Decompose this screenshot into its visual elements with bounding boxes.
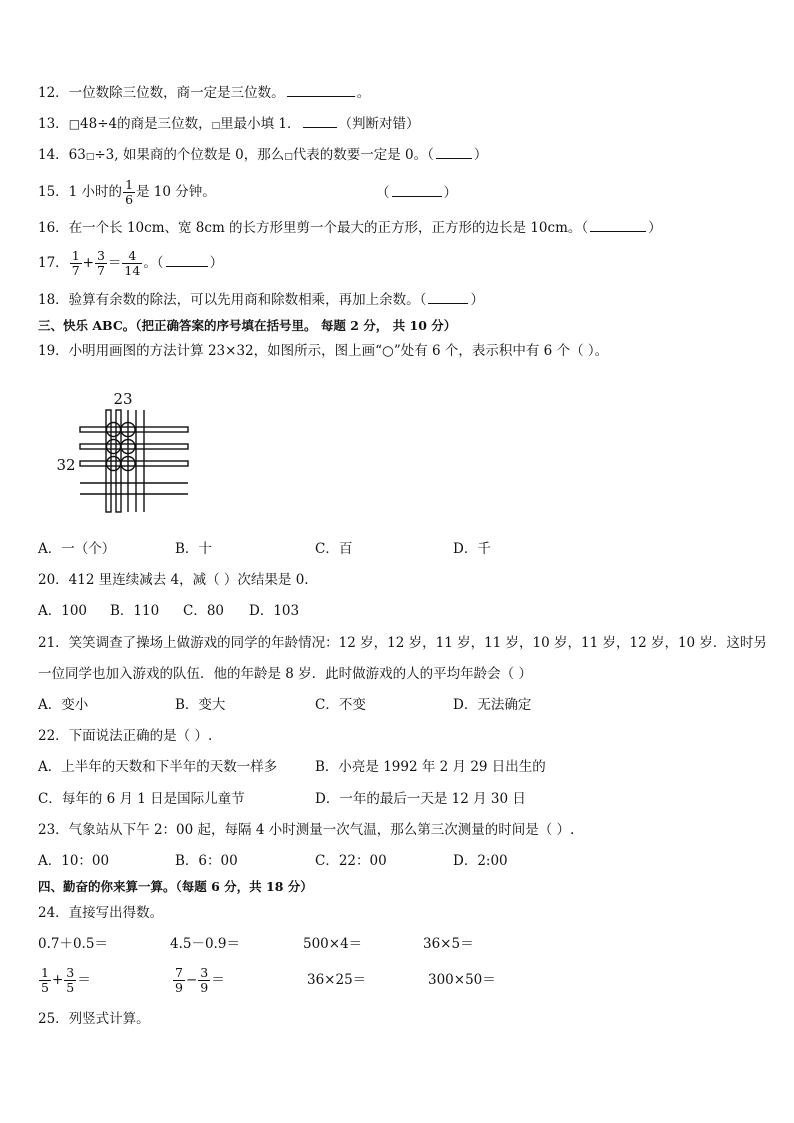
question-13-text-2: 里最小填 1．: [220, 116, 301, 132]
question-14-number: 14．63: [38, 147, 86, 163]
calc-item: 500×4＝: [303, 936, 363, 952]
question-13-number: 13．: [38, 116, 69, 132]
equals-sign: ＝: [107, 255, 122, 271]
fraction-denominator: 5: [66, 980, 75, 995]
question-17: [38, 243, 223, 283]
fraction: [123, 178, 135, 207]
option-a[interactable]: A．上半年的天数和下半年的天数一样多: [38, 759, 278, 775]
option-a[interactable]: A．10：00: [38, 853, 110, 869]
fraction-numerator: 1: [125, 177, 134, 192]
question-13-text-3: （判断对错）: [338, 116, 420, 132]
plus-sign: +: [51, 972, 64, 988]
option-c[interactable]: C．80: [183, 603, 225, 619]
question-14-text: ÷3, 如果商的个位数是 0，那么: [94, 147, 285, 163]
answer-blank[interactable]: [590, 219, 646, 232]
question-21-line-1: 21．笑笑调查了操场上做游戏的同学的年龄情况：12 岁，12 岁，11 岁，11 岁，10 岁，11 岁，12 岁，10 岁．这时另: [38, 635, 767, 651]
option-b[interactable]: B．6：00: [175, 853, 238, 869]
calc-item: 36×25＝: [307, 972, 367, 988]
fraction-numerator: 3: [200, 965, 209, 980]
fraction: [64, 966, 76, 995]
option-b[interactable]: B．变大: [175, 697, 226, 713]
question-23-text: 23．气象站从下午 2：00 起，每隔 4 小时测量一次气温，那么第三次测量的时间是（ ）.: [38, 822, 575, 838]
answer-blank[interactable]: [436, 146, 472, 159]
equals-sign: ＝: [211, 972, 225, 988]
fraction: [95, 249, 107, 278]
figure-top-label: 23: [113, 390, 133, 408]
fraction-numerator: 1: [41, 965, 49, 980]
question-18-end: ）: [470, 292, 484, 308]
option-c[interactable]: C．不变: [315, 697, 366, 713]
section-4-title: 四、勤奋的你来算一算。（每题 6 分，共 18 分）: [38, 879, 313, 894]
paren-open: （: [376, 185, 390, 201]
question-12-end: 。: [356, 85, 371, 101]
question-15: [38, 172, 216, 212]
question-18-text: 18．验算有余数的除法，可以先用商和除数相乘，再加上余数。（: [38, 292, 427, 308]
equals-sign: ＝: [77, 972, 91, 988]
question-15-paren: [376, 184, 457, 201]
box-placeholder: □: [68, 117, 81, 131]
box-placeholder-small: □: [211, 121, 221, 131]
fraction-numerator: 4: [122, 249, 142, 264]
paren-close: ）: [443, 185, 457, 201]
option-a[interactable]: A．变小: [38, 697, 89, 713]
question-14-text-2: 代表的数要一定是 0。（: [292, 147, 434, 163]
fraction: [198, 966, 210, 995]
option-b[interactable]: B．十: [175, 541, 212, 557]
answer-blank[interactable]: [166, 254, 208, 267]
fraction-denominator: 5: [41, 980, 49, 995]
question-14: [38, 146, 487, 165]
option-d[interactable]: D．一年的最后一天是 12 月 30 日: [315, 791, 526, 807]
option-c[interactable]: C．百: [315, 541, 353, 557]
figure-left-label: 32: [56, 456, 76, 474]
option-b[interactable]: B．110: [110, 603, 160, 619]
question-21-line-2: 一位同学也加入游戏的队伍．他的年龄是 8 岁．此时做游戏的人的平均年龄会（ ）: [38, 666, 532, 682]
fraction-denominator: 6: [125, 192, 134, 207]
fraction: [70, 249, 82, 278]
fraction: [173, 966, 185, 995]
option-c[interactable]: C．22：00: [315, 853, 387, 869]
question-12-text: 12．一位数除三位数，商一定是三位数。: [38, 85, 285, 101]
fraction: [122, 249, 142, 278]
answer-blank[interactable]: [392, 184, 442, 197]
question-25-text: 25．列竖式计算。: [38, 1011, 150, 1027]
question-17-end: ）: [209, 255, 224, 271]
question-13-text: 48÷4的商是三位数，: [80, 116, 212, 132]
calc-item-fraction-diff: [172, 960, 225, 1000]
calc-item: 0.7＋0.5＝: [38, 936, 108, 952]
minus-sign: −: [185, 972, 198, 988]
question-19-text: 19．小明用画图的方法计算 23×32，如图所示，图上画“○”处有 6 个，表示积中有 6 个（ ）。: [38, 343, 609, 359]
answer-blank[interactable]: [303, 115, 337, 128]
section-3-title: 三、快乐 ABC。（把正确答案的序号填在括号里。 每题 2 分， 共 10 分）: [38, 318, 457, 333]
calc-item-fraction-sum: [38, 960, 91, 1000]
option-c[interactable]: C．每年的 6 月 1 日是国际儿童节: [38, 791, 245, 807]
fraction-numerator: 1: [71, 248, 80, 263]
option-d[interactable]: D．千: [453, 541, 491, 557]
question-16-text: 16．在一个长 10cm、宽 8cm 的长方形里剪一个最大的正方形，正方形的边长是 10cm。（: [38, 220, 589, 236]
question-14-end: ）: [473, 147, 488, 163]
box-placeholder-small: □: [284, 152, 293, 162]
fraction-numerator: 3: [96, 248, 105, 263]
option-b[interactable]: B．小亮是 1992 年 2 月 29 日出生的: [315, 759, 546, 775]
option-d[interactable]: D．无法确定: [453, 697, 532, 713]
question-20-text: 20．412 里连续减去 4，减（ ）次结果是 0.: [38, 572, 309, 588]
question-13: [38, 115, 420, 134]
question-17-number: 17．: [38, 255, 69, 271]
fraction-numerator: 3: [66, 965, 75, 980]
option-d[interactable]: D．103: [249, 603, 300, 619]
question-22-text: 22．下面说法正确的是（ ）.: [38, 728, 213, 744]
plus-sign: +: [82, 255, 94, 271]
fraction-denominator: 9: [200, 980, 209, 995]
calc-item: 4.5－0.9＝: [170, 936, 240, 952]
question-12: [38, 84, 370, 101]
option-a[interactable]: A．一（个）: [38, 541, 116, 557]
calc-item: 36×5＝: [423, 936, 474, 952]
box-placeholder-small: □: [85, 152, 95, 162]
option-a[interactable]: A．100: [38, 603, 88, 619]
fraction: [39, 966, 51, 995]
calc-item: 300×50＝: [428, 972, 496, 988]
multiplication-grid-figure: [50, 383, 210, 523]
fraction-denominator: 14: [124, 263, 141, 278]
answer-blank[interactable]: [287, 84, 355, 97]
question-16-end: ）: [648, 220, 662, 236]
fraction-numerator: 7: [175, 965, 183, 980]
question-24-text: 24．直接写出得数。: [38, 905, 164, 921]
question-15-text: 15．1 小时的: [38, 184, 123, 200]
question-17-text: 。（: [143, 255, 164, 271]
option-d[interactable]: D．2:00: [453, 853, 508, 869]
answer-blank[interactable]: [428, 291, 468, 304]
question-18: [38, 291, 484, 308]
question-15-text-2: 是 10 分钟。: [136, 184, 216, 200]
question-16: [38, 219, 662, 236]
fraction-denominator: 7: [71, 263, 80, 278]
fraction-denominator: 7: [96, 263, 105, 278]
fraction-denominator: 9: [175, 980, 183, 995]
